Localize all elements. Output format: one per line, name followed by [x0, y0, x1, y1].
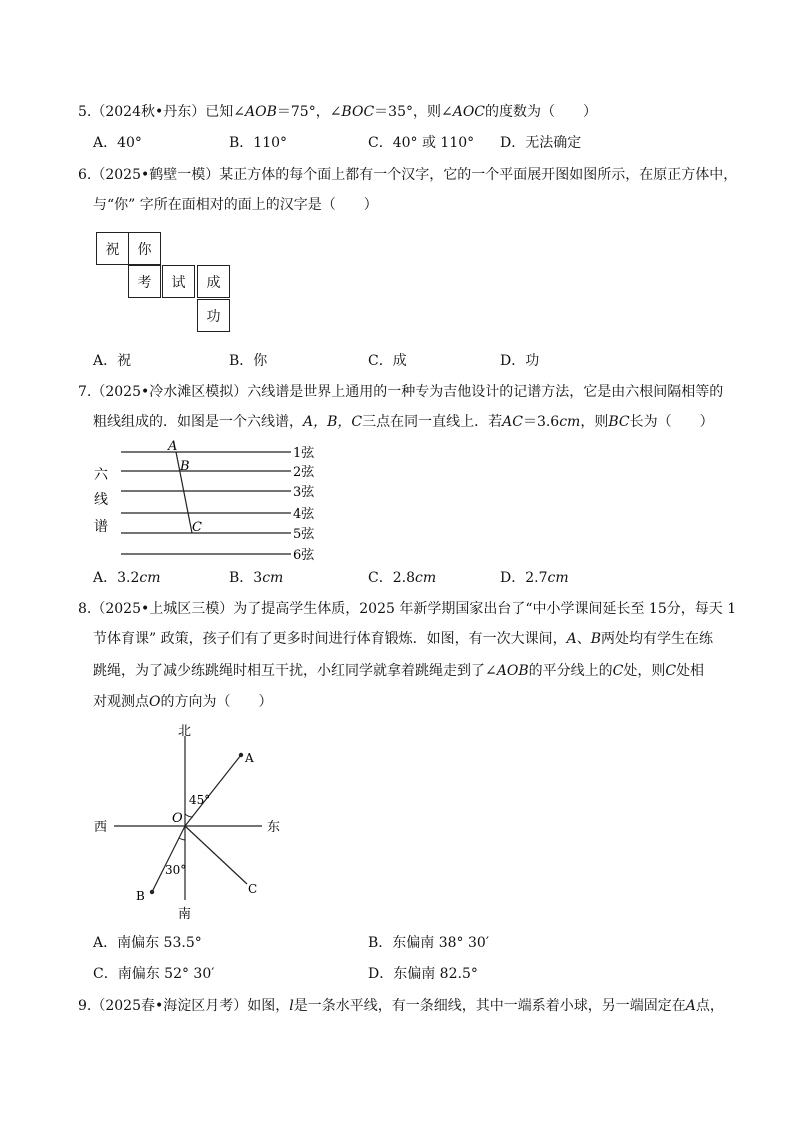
- point-b-dot: [150, 890, 154, 894]
- angle-label-45: 45°: [189, 793, 211, 807]
- option-b[interactable]: B．东偏南 38° 30′: [368, 935, 489, 951]
- option-d[interactable]: D．2.7cm: [500, 570, 569, 586]
- option-a[interactable]: A．3.2cm: [93, 570, 161, 586]
- point-b-label: B: [180, 459, 190, 474]
- question-source: （2025•冷水滩区模拟）: [91, 384, 248, 400]
- ray-oc: [185, 826, 247, 884]
- question-6-stem-line1: 6.（2025•鹤壁一模）某正方体的每个面上都有一个汉字，它的一个平面展开图如图所示，在原正方体中，: [78, 167, 738, 183]
- west-label: 西: [94, 820, 108, 835]
- question-number: 7.: [78, 384, 92, 400]
- net-cell-kao: 考: [128, 265, 161, 298]
- string-label-4: 4弦: [293, 507, 315, 522]
- string-label-6: 6弦: [293, 548, 315, 563]
- question-5-stem: 5.（2024秋•丹东）已知∠AOB＝75°，∠BOC＝35°，则∠AOC的度数为（ ）: [78, 104, 598, 120]
- option-d[interactable]: D．无法确定: [500, 135, 582, 151]
- question-number: 6.: [78, 167, 92, 183]
- option-a[interactable]: A．祝: [93, 353, 132, 369]
- question-7-stem-line2: 粗线组成的．如图是一个六线谱，A，B，C三点在同一直线上．若AC＝3.6cm，则BC长为（ ）: [93, 414, 714, 430]
- angle-arc-30: [179, 838, 185, 840]
- option-c[interactable]: C．40° 或 110°: [368, 135, 475, 151]
- question-source: （2025•上城区三模）: [91, 601, 234, 617]
- question-source: （2025春•海淀区月考）: [91, 998, 248, 1014]
- option-d[interactable]: D．功: [500, 353, 540, 369]
- question-number: 8.: [78, 601, 92, 617]
- tab-strings: [121, 452, 291, 554]
- ray-ob: [152, 826, 185, 892]
- option-b[interactable]: B．3cm: [229, 570, 284, 586]
- ray-oa: [185, 755, 241, 826]
- string-label-3: 3弦: [293, 485, 315, 500]
- option-b[interactable]: B．110°: [229, 135, 288, 151]
- tab-side-label-1: 六: [94, 467, 108, 483]
- point-a-dot: [239, 753, 243, 757]
- compass-direction-figure: [90, 722, 290, 922]
- question-8-stem-line3: 跳绳，为了减少练跳绳时相互干扰，小红同学就拿着跳绳走到了∠AOB的平分线上的C处，则C处相: [93, 663, 705, 679]
- net-cell-ni: 你: [128, 232, 161, 265]
- east-label: 东: [267, 820, 281, 835]
- question-8-stem-line2: 节体育课” 政策，孩子们有了更多时间进行体育锻炼．如图，有一次大课间，A、B两处均有学生在练: [93, 631, 714, 647]
- question-number: 5.: [78, 104, 92, 120]
- net-cell-shi: 试: [162, 265, 195, 298]
- tab-side-label-3: 谱: [94, 519, 108, 535]
- point-c-label: C: [192, 520, 202, 535]
- question-source: （2025•鹤壁一模）: [91, 167, 220, 183]
- option-b[interactable]: B．你: [229, 353, 268, 369]
- option-d[interactable]: D．东偏南 82.5°: [368, 966, 478, 982]
- point-a-label: A: [245, 751, 254, 765]
- question-9-stem: 9.（2025春•海淀区月考）如图，l是一条水平线，有一条细线，其中一端系着小球，另一端固定在A点，: [78, 998, 724, 1014]
- option-c[interactable]: C．南偏东 52° 30′: [93, 966, 215, 982]
- tab-side-label-2: 线: [94, 492, 108, 508]
- origin-label: O: [172, 811, 183, 826]
- point-b-label: B: [136, 889, 145, 903]
- question-6-stem-line2: 与“你” 字所在面相对的面上的汉字是（ ）: [93, 197, 378, 213]
- question-source: （2024秋•丹东）: [91, 104, 206, 120]
- string-label-5: 5弦: [293, 527, 315, 542]
- south-label: 南: [178, 907, 192, 922]
- question-7-stem-line1: 7.（2025•冷水滩区模拟）六线谱是世界上通用的一种专为吉他设计的记谱方法，它是由六根间隔相等的: [78, 384, 724, 400]
- question-number: 9.: [78, 998, 92, 1014]
- net-cell-zhu: 祝: [96, 232, 129, 265]
- point-c-label: C: [248, 882, 258, 896]
- angle-arc-45: [185, 814, 193, 817]
- net-cell-cheng: 成: [197, 265, 230, 298]
- question-8-stem-line4: 对观测点O的方向为（ ）: [93, 694, 273, 710]
- north-label: 北: [178, 724, 192, 739]
- option-c[interactable]: C．成: [368, 353, 407, 369]
- net-cell-gong: 功: [197, 299, 230, 332]
- point-a-label: A: [168, 439, 178, 454]
- option-a[interactable]: A．南偏东 53.5°: [93, 935, 202, 951]
- question-8-stem-line1: 8.（2025•上城区三模）为了提高学生体质，2025 年新学期国家出台了“中小学课间延长至 15分，每天 1: [78, 601, 737, 617]
- string-label-1: 1弦: [293, 446, 315, 461]
- angle-label-30: 30°: [165, 863, 187, 877]
- six-string-tab-figure: [88, 438, 328, 568]
- option-c[interactable]: C．2.8cm: [368, 570, 437, 586]
- string-label-2: 2弦: [293, 465, 315, 480]
- option-a[interactable]: A．40°: [93, 135, 142, 151]
